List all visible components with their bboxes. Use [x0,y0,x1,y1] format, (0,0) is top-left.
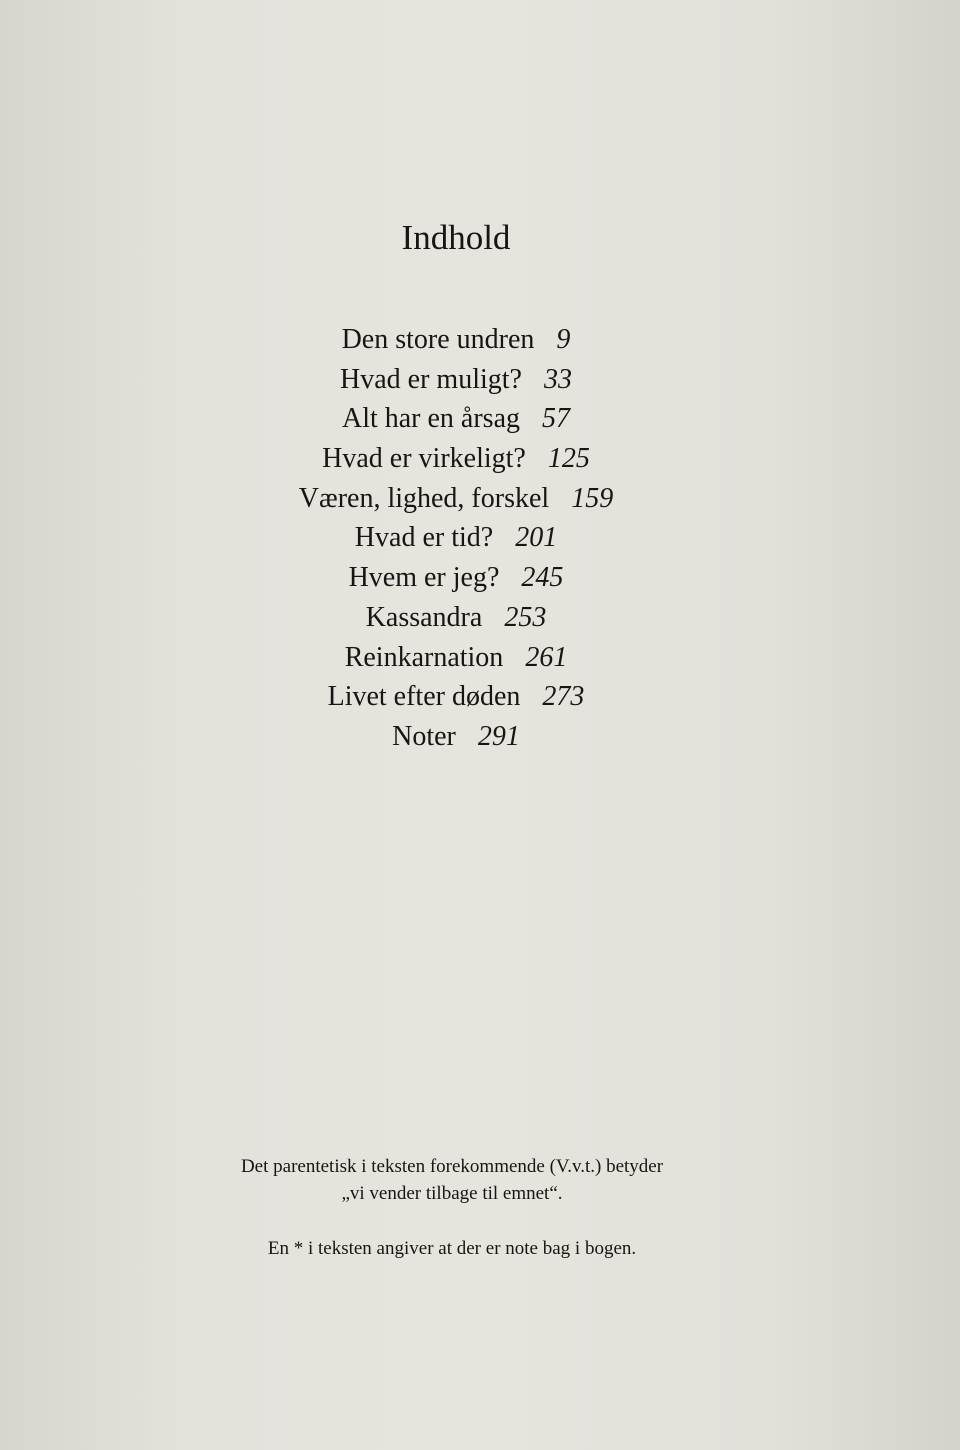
vvt-note-line-1: Det parentetisk i teksten forekommende (V.v.t.) betyder [240,1156,664,1177]
vvt-note-line-2: „vi vender tilbage til emnet“. [341,1183,563,1204]
toc-entry [0,518,912,558]
vvt-explanation-note [0,1153,904,1207]
toc-entry-label: Noter [392,720,456,752]
toc-entry-page: 253 [504,601,547,633]
toc-entry-page: 125 [547,443,590,475]
toc-entry-page: 245 [521,562,564,594]
toc-entry-page: 261 [525,641,568,673]
toc-entry [0,360,912,400]
asterisk-note: En * i teksten angiver at der er note bag i bogen. [267,1238,637,1259]
toc-entry [0,717,912,757]
toc-entry-label: Hvad er virkeligt? [322,443,526,475]
toc-entry-page: 291 [477,720,520,752]
toc-entry [0,677,912,717]
toc-entry-label: Livet efter døden [327,681,521,713]
toc-entry-label: Reinkarnation [344,641,504,673]
toc-entry-label: Væren, lighed, forskel [298,482,550,514]
toc-entry-label: Kassandra [365,601,483,633]
toc-entry [0,439,912,479]
toc-entry-label: Hvem er jeg? [348,562,500,594]
toc-entry [0,598,912,638]
toc-entry-page: 159 [571,482,614,514]
toc-entry [0,320,912,360]
toc-entry [0,479,912,519]
toc-entry-page: 201 [515,522,558,554]
toc-entry-page: 57 [542,403,571,435]
toc-entry-label: Den store undren [341,324,535,355]
toc-entry [0,399,912,439]
toc-entry-page: 273 [542,681,585,713]
toc-entry [0,638,912,678]
toc-entry [0,558,912,598]
toc-entry-label: Hvad er tid? [354,522,494,554]
table-of-contents [0,320,912,757]
toc-entry-page: 9 [556,324,571,355]
page-title: Indhold [401,218,511,257]
toc-entry-page: 33 [543,363,572,395]
toc-entry-label: Alt har en årsag [341,403,521,435]
toc-entry-label: Hvad er muligt? [340,363,522,395]
